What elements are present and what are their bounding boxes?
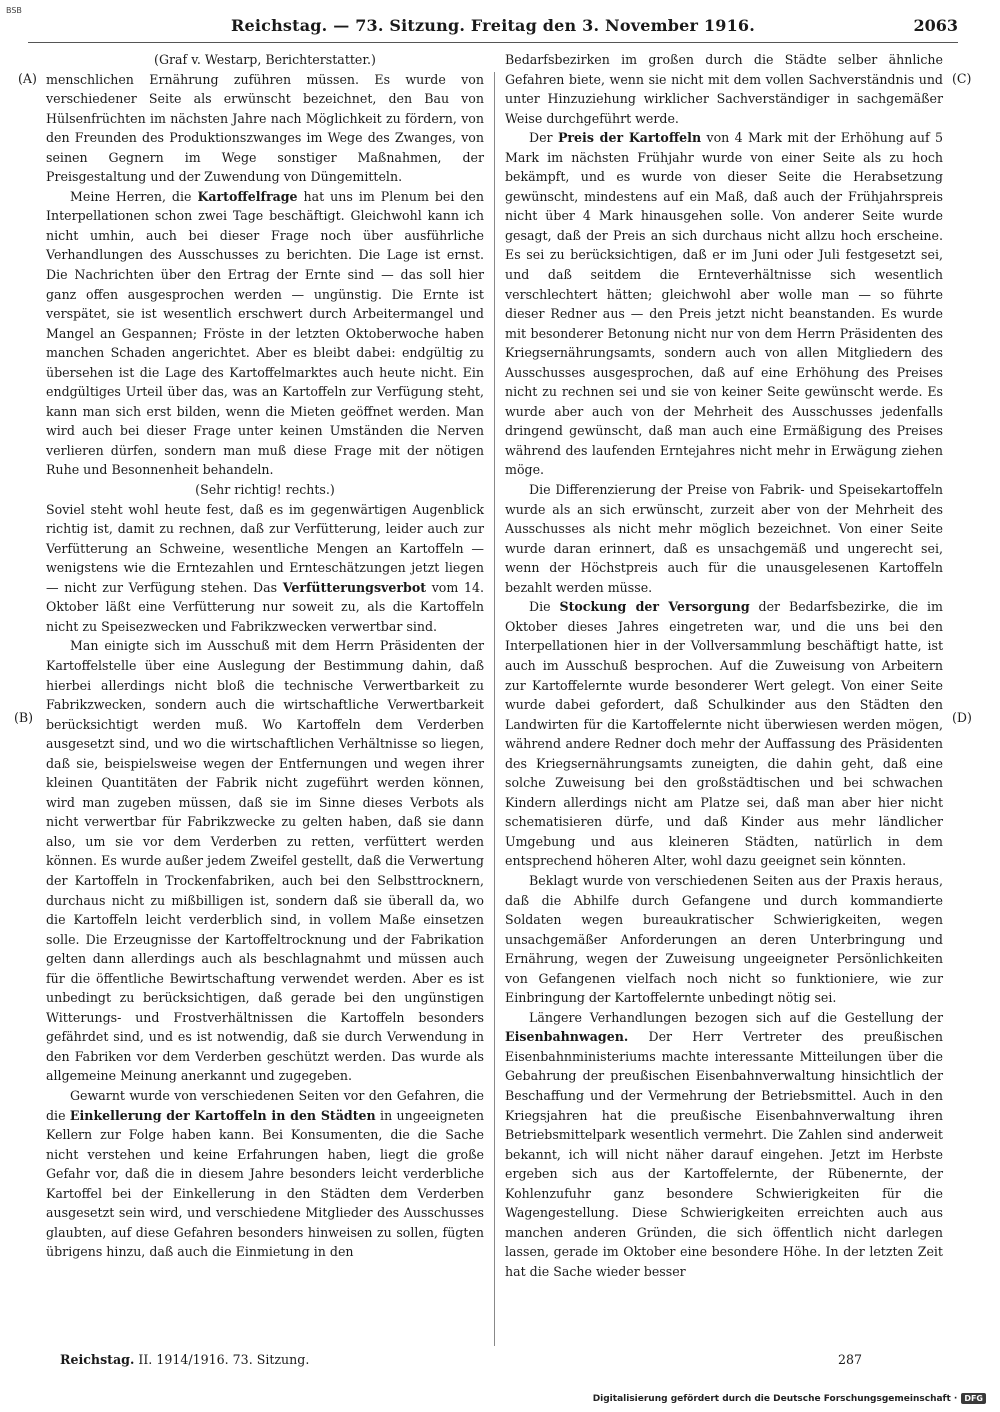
page-number: 2063: [913, 16, 958, 35]
paragraph-text: der Bedarfsbezirke, die im Oktober dieses Jahres eingetreten war, und die uns bei den Interpellationen hier in der Vollversammlung beschäftigt hatte, ist auch im Ausschuß besprochen. Auf die Zuweisung von Arbeitern zur Kartoffelernte wurde besonderer Wert gelegt. Von einer Seite wurde dabei gefordert, daß Schulkinder aus den Städten den Landwirten für die Kartoffelernte nicht überwiesen werden mögen, während andere Redner doch mehr der Auffassung des Präsidenten des Kriegsernährungsamts zuneigten, die dahin geht, daß eine solche Zuweisung bei den großstädtischen und bei schwachen Kindern allerdings nicht am Platze sei, daß man aber hier nicht schematisieren dürfe, und daß Kinder aus mehr ländlicher Umgebung und aus kleineren Städten, natürlich in dem entsprechend höheren Alter, wohl dazu geeignet sein könnten.: [505, 599, 943, 869]
paragraph-text: vom 14. Oktober läßt eine Verfütterung nur soweit zu, als die Kartoffeln nicht zu Speisezwecken und Fabrikzwecken verwertbar sind.: [46, 579, 484, 634]
margin-marker-a: (A): [18, 71, 37, 86]
dfg-logo-icon: DFG: [961, 1393, 986, 1404]
paragraph: [505, 1008, 943, 1282]
paragraph-text: Meine Herren, die: [70, 188, 198, 204]
column-divider: [494, 72, 495, 1346]
paragraph: menschlichen Ernährung zuführen müssen. Es wurde von verschiedener Seite als erwünscht bezeichnet, den Bau von Hülsenfrüchten im nächsten Jahre nach Möglichkeit zu fördern, von den Freunden des Produktionszwanges im Wege des Zwanges, von seinen Gegnern im Wege sonstiger Maßnahmen, der Preisgestaltung und der Zuwendung von Düngemitteln.: [46, 71, 484, 185]
emphasized-term: Kartoffelfrage: [197, 188, 298, 204]
paragraph: [46, 187, 484, 480]
paragraph: Beklagt wurde von verschiedenen Seiten aus der Praxis heraus, daß die Abhilfe durch Gefangene und durch kommandierte Soldaten wegen bureaukratischer Schwierigkeiten, wegen unsachgemäßer Anforderungen an deren Unterbringung und Ernährung, wegen der Zuweisung ungeeigneter Persönlichkeiten von Gefangenen vielfach noch nicht so funktioniere, wie zur Einbringung der Kartoffelernte unbedingt nötig sei.: [505, 872, 943, 1006]
margin-marker-d: (D): [952, 710, 972, 725]
paragraph-text: Der Herr Vertreter des preußischen Eisenbahnministeriums machte interessante Mitteilungen über die Gebahrung der preußischen Eisenbahnverwaltung hinsichtlich der Beschaffung und der Vermehrung der Betriebsmittel. Auch in den Kriegsjahren hat die preußische Eisenbahnverwaltung ihren Betriebsmittelpark wesentlich vermehrt. Die Zahlen sind anderweit bekannt, ich will nicht näher darauf eingehen. Jetzt im Herbste ergeben sich aus der Kartoffelernte, der Rübenernte, der Kohlenzufuhr ganz besondere Schwierigkeiten für die Wagengestellung. Diese Schwierigkeiten erreichten auch aus manchen anderen Gründen, die sich öffentlich nicht darlegen lassen, gerade im Oktober eine besondere Höhe. In der letzten Zeit hat die Sache wieder besser: [505, 1029, 943, 1279]
paragraph-text: Der: [529, 130, 558, 146]
digitization-credit: [593, 1393, 986, 1404]
footer-signature-bold: Reichstag.: [60, 1352, 135, 1367]
emphasized-term: Preis der Kartoffeln: [557, 130, 702, 146]
paragraph-text: Soviel steht wohl heute fest, daß es im gegenwärtigen Augenblick richtig ist, damit zu rechnen, daß zur Verfütterung, leider auch zur Verfütterung an Schweine, wesentliche Mengen an Kartoffeln — wenigstens wie die Erntezahlen und Ernteschätzungen jetzt liegen — nicht zur Verfügung stehen. Das: [46, 501, 484, 595]
paragraph: Die Differenzierung der Preise von Fabrik- und Speisekartoffeln wurde als an sich erwünscht, zurzeit aber von der Mehrheit des Ausschusses als nicht mehr möglich bezeichnet. Von einer Seite wurde daran erinnert, daß es unsachgemäß und ungerecht sei, wenn der Höchstpreis auch für die unausgelesenen Kartoffeln bezahlt werden müsse.: [505, 482, 943, 595]
paragraph: (Sehr richtig! rechts.): [195, 482, 335, 498]
paragraph: Man einigte sich im Ausschuß mit dem Herrn Präsidenten der Kartoffelstelle über eine Auslegung der Bestimmung dahin, daß hierbei allerdings nicht bloß die technische Verwertbarkeit zu Fabrikzwecken, sondern auch die wirtschaftliche Verwertbarkeit berücksichtigt werden muß. Wo Kartoffeln dem Verderben ausgesetzt sind, und wo die wirtschaftlichen Verhältnisse so liegen, daß sie, beispielsweise wegen der Entfernungen und wegen ihrer kleinen Quantitäten der Fabrik nicht zugeführt werden können, wird man zugeben müssen, daß sie im Sinne dieses Verbots als nicht verwertbar für Fabrikzwecke zu gelten haben, daß sie dann also, um sie vor dem Verderben zu retten, verfüttert werden können. Es wurde außer jedem Zweifel gestellt, daß die Verwertung der Kartoffeln in Trockenfabriken, auch bei den Selbsttrocknern, durchaus nicht zu mißbilligen ist, sondern daß sie überall da, wo die Kartoffeln leicht verderblich sind, in vollem Maße einsetzen solle. Die Erzeugnisse der Kartoffeltrocknung und der Fabrikation gelten dann allerdings auch als beschlagnahmt und müssen auch für die öffentliche Bewirtschaftung verwendet werden. Aber es ist unbedingt zu berücksichtigen, daß gerade bei den ungünstigen Witterungs- und Frostverhältnissen die Kartoffeln besonders gefährdet sind, und es ist notwendig, daß sie durch Verwendung in den Fabriken vor dem Verderben geschützt werden. Das wurde als allgemeine Meinung anerkannt und zugegeben.: [46, 638, 484, 1084]
paragraph-text: Die: [529, 599, 560, 615]
footer-sheet-number: 287: [838, 1352, 863, 1367]
credit-text: Digitalisierung gefördert durch die Deutsche Forschungsgemeinschaft ·: [592, 1393, 958, 1404]
paragraph: [505, 597, 943, 871]
right-text-column: [505, 50, 943, 1281]
running-header: [28, 16, 958, 43]
paragraph: [505, 128, 943, 480]
margin-marker-b: (B): [14, 710, 34, 725]
emphasized-term: Eisenbahnwagen.: [505, 1029, 629, 1045]
paragraph: [46, 1086, 484, 1262]
footer-signature: [60, 1352, 309, 1367]
paragraph-text: hat uns im Plenum bei den Interpellationen schon zwei Tage beschäftigt. Gleichwohl kann ich nicht umhin, auch bei dieser Frage noch über ausführliche Verhandlungen des Ausschusses zu berichten. Die Lage ist ernst. Die Nachrichten über den Ertrag der Ernte sind — das soll hier ganz offen ausgesprochen werden — ungünstig. Die Ernte ist verspätet, sie ist wesentlich erschwert durch Arbeitermangel und Mangel an Gespannen; Fröste in der letzten Oktoberwoche haben manchen Schaden angerichtet. Aber es bleibt dabei: endgültig zu übersehen ist die Lage des Kartoffelmarktes auch heute nicht. Ein endgültiges Urteil über das, was an Kartoffeln zur Verfügung steht, kann man sich erst bilden, wenn die Mieten geöffnet werden. Man wird auch bei dieser Frage unter keinen Umständen die Nerven verlieren dürfen, sondern man muß diese Frage mit der nötigen Ruhe und Besonnenheit behandeln.: [46, 188, 484, 478]
footer-signature-rest: II. 1914/1916. 73. Sitzung.: [134, 1352, 310, 1367]
paragraph: (Graf v. Westarp, Berichterstatter.): [154, 52, 376, 67]
left-text-column: [46, 50, 484, 1262]
paragraph-text: von 4 Mark mit der Erhöhung auf 5 Mark im nächsten Frühjahr wurde von einer Seite als zu hoch bekämpft, und es wurde von dieser Seite die Herabsetzung gewünscht, mindestens auf ein Maß, daß auch der Frühjahrspreis nicht über 4 Mark hinausgehen solle. Von anderer Seite wurde gesagt, daß der Preis an sich durchaus nicht allzu hoch erscheine. Es sei zu berücksichtigen, daß er im Juni oder Juli festgesetzt sei, und daß seitdem die Ernteverhältnisse sich wesentlich verschlechtert hätten; gleichwohl aber wolle man — so führte dieser Redner aus — den Preis jetzt nicht beanstanden. Es wurde mit besonderer Betonung nicht nur von dem Herrn Präsidenten des Kriegsernährungsamts, sondern auch von allen Mitgliedern des Ausschusses ausgesprochen, daß auf eine Erhöhung des Preises nicht zu rechnen sei und sie von keiner Seite gewünscht werde. Es wurde aber auch von der Mehrheit des Ausschusses jedenfalls dringend gewünscht, daß man auch eine Ermäßigung des Preises während des laufenden Erntejahres nicht mehr in Erwägung ziehen möge.: [505, 130, 943, 478]
paragraph-text: in ungeeigneten Kellern zur Folge haben kann. Bei Konsumenten, die die Sache nicht verstehen und keine Erfahrungen haben, liegt die große Gefahr vor, daß die in diesem Jahre besonders leicht verderbliche Kartoffel bei der Einkellerung in den Städten dem Verderben ausgesetzt sein wird, und verschiedene Mitglieder des Ausschusses glaubten, auf diese Gefahren besonders hinweisen zu sollen, fügten übrigens hinzu, daß auch die Einmietung in den: [46, 1107, 485, 1260]
emphasized-term: Stockung der Versorgung: [559, 599, 750, 615]
paragraph: Bedarfsbezirken im großen durch die Städte selber ähnliche Gefahren biete, wenn sie nicht mit dem vollen Sachverständnis und unter Hinzuziehung wirklicher Sachverständiger in sachgemäßer Weise durchgeführt werde.: [505, 52, 943, 126]
emphasized-term: Einkellerung der Kartoffeln in den Städten: [69, 1107, 376, 1123]
library-corner-mark: BSB: [6, 6, 22, 15]
paragraph-text: Gewarnt wurde von verschiedenen Seiten vor den Gefahren, die die: [46, 1087, 484, 1123]
paragraph: [46, 500, 484, 637]
paragraph-text: Längere Verhandlungen bezogen sich auf die Gestellung der: [529, 1009, 943, 1025]
emphasized-term: Verfütterungsverbot: [282, 579, 427, 595]
margin-marker-c: (C): [952, 71, 972, 86]
running-head-title: Reichstag. — 73. Sitzung. Freitag den 3. November 1916.: [231, 16, 755, 35]
